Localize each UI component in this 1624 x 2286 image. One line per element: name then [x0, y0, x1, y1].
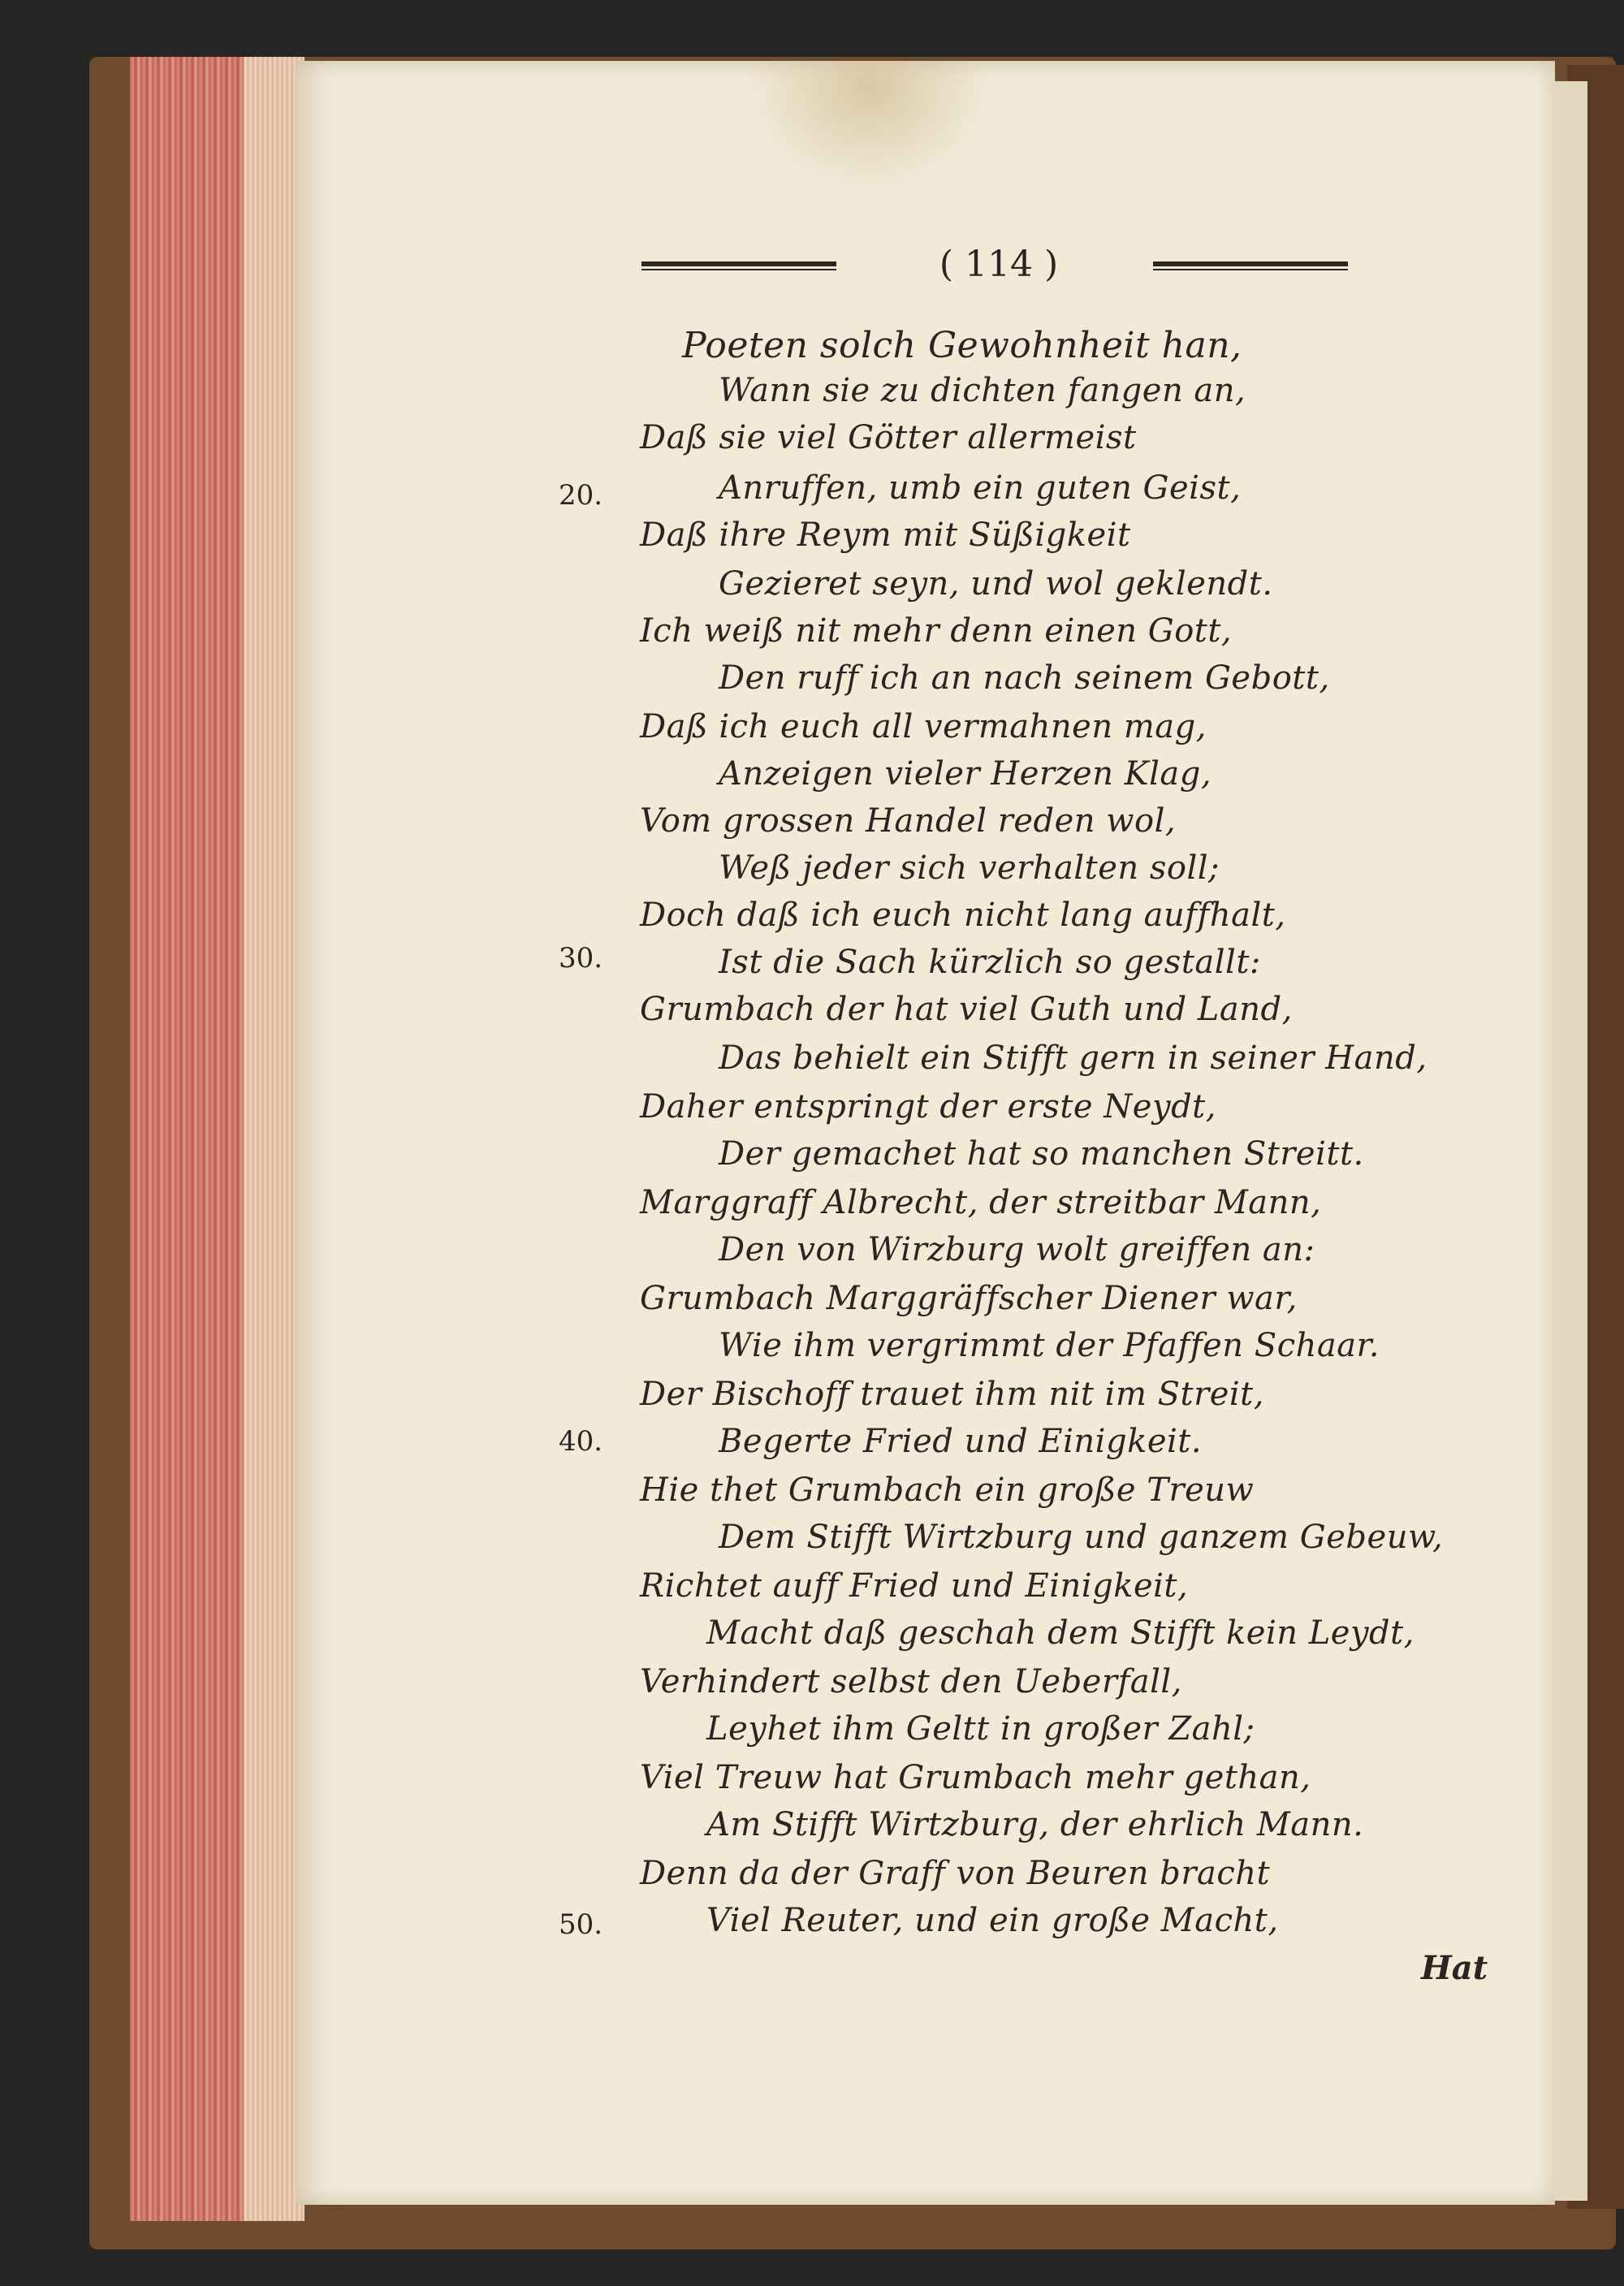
verse-line: Den von Wirzburg wolt greiffen an:: [719, 1231, 1315, 1268]
header-rule-right: [1153, 261, 1348, 270]
line-number: 30.: [559, 942, 603, 974]
line-number: 50.: [559, 1908, 603, 1941]
verse-line: Grumbach der hat viel Guth und Land,: [640, 991, 1293, 1028]
verse-line: Daß sie viel Götter allermeist: [640, 419, 1137, 456]
page-edges-inner: [244, 57, 304, 2221]
verse-line: Den ruff ich an nach seinem Gebott,: [719, 659, 1330, 697]
catchword: Hat: [1421, 1949, 1488, 1987]
verse-line: Viel Reuter, und ein große Macht,: [706, 1902, 1279, 1939]
verse-line: Daß ich euch all vermahnen mag,: [640, 708, 1207, 745]
verse-line: Daher entspringt der erste Neydt,: [640, 1088, 1216, 1126]
verse-line: Leyhet ihm Geltt in großer Zahl;: [706, 1710, 1255, 1748]
verse-line: Der gemachet hat so manchen Streitt.: [719, 1135, 1364, 1173]
verse-line: Weß jeder sich verhalten soll;: [719, 849, 1220, 887]
verse-line: Wie ihm vergrimmt der Pfaffen Schaar.: [719, 1327, 1380, 1364]
verse-line: Anruffen, umb ein guten Geist,: [719, 469, 1242, 507]
verse-line: Denn da der Graff von Beuren bracht: [640, 1855, 1271, 1892]
verse-line: Begerte Fried und Einigkeit.: [719, 1423, 1203, 1460]
verse-line: Der Bischoff trauet ihm nit im Streit,: [640, 1376, 1264, 1413]
verse-line: Marggraff Albrecht, der streitbar Mann,: [640, 1184, 1322, 1221]
verse-line: Vom grossen Handel reden wol,: [640, 802, 1177, 840]
line-number: 40.: [559, 1425, 603, 1458]
verse-line: Hie thet Grumbach ein große Treuw: [640, 1471, 1255, 1509]
verse-line: Grumbach Marggräffscher Diener war,: [640, 1280, 1298, 1317]
verse-line: Richtet auff Fried und Einigkeit,: [640, 1567, 1189, 1605]
page-number: ( 114 ): [939, 244, 1059, 285]
page-header: [641, 244, 1356, 292]
verse-line: Wann sie zu dichten fangen an,: [719, 372, 1246, 409]
verse-line: Doch daß ich euch nicht lang auffhalt,: [640, 897, 1286, 934]
verse-line: Am Stifft Wirtzburg, der ehrlich Mann.: [706, 1806, 1364, 1843]
verse-line: Ist die Sach kürzlich so gestallt:: [719, 944, 1261, 981]
verse-line: Ich weiß nit mehr denn einen Gott,: [640, 612, 1233, 650]
verse-line: Anzeigen vieler Herzen Klag,: [719, 755, 1212, 793]
verse-line: Macht daß geschah dem Stifft kein Leydt,: [706, 1614, 1415, 1652]
verse-line: Viel Treuw hat Grumbach mehr gethan,: [640, 1759, 1311, 1796]
verse-line: Das behielt ein Stifft gern in seiner Hand,: [719, 1039, 1427, 1077]
verse-line: Poeten solch Gewohnheit han,: [682, 325, 1242, 366]
verse-line: Daß ihre Reym mit Süßigkeit: [640, 516, 1131, 554]
header-rule-left: [641, 261, 836, 270]
verse-line: Dem Stifft Wirtzburg und ganzem Gebeuw,: [719, 1519, 1444, 1556]
water-stain: [747, 61, 991, 191]
verse-line: Gezieret seyn, und wol geklendt.: [719, 565, 1273, 603]
verse-line: Verhindert selbst den Ueberfall,: [640, 1663, 1182, 1700]
next-page-strip: [1555, 81, 1587, 2201]
line-number: 20.: [559, 479, 603, 512]
